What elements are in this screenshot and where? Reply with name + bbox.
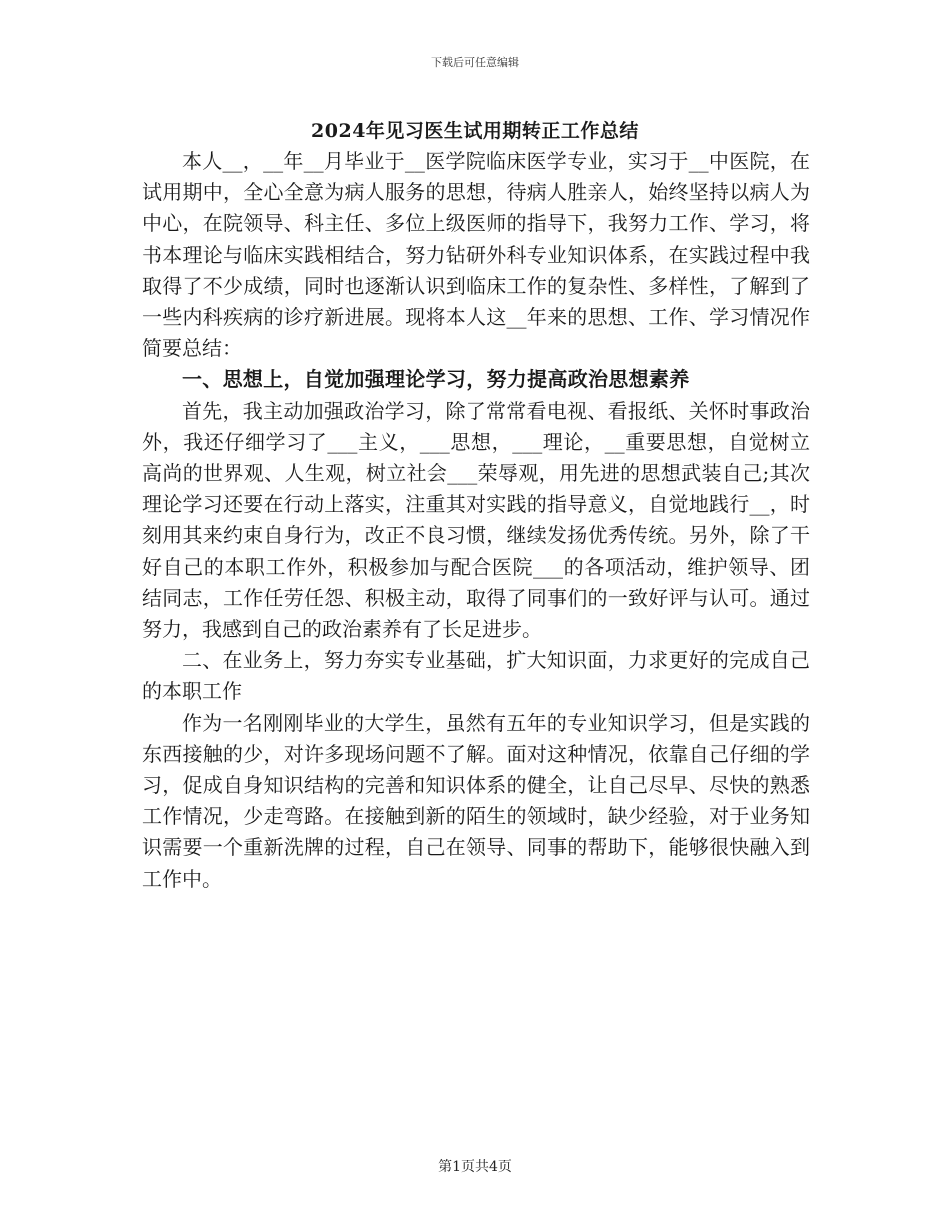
- section-heading-thought: 一、思想上，自觉加强理论学习，努力提高政治思想素养: [182, 367, 690, 392]
- document-title: 2024年见习医生试用期转正工作总结: [311, 120, 639, 142]
- business-paragraph: 作为一名刚刚毕业的大学生，虽然有五年的专业知识学习，但是实践的东西接触的少，对许多现场问题不了解。面对这种情况，依靠自己仔细的学习，促成自身知识结构的完善和知识体系的健全，让自己尽早、尽快的熟悉工作情况，少走弯路。在接触到新的陌生的领域时，缺少经验，对于业务知识需要一个重新洗牌的过程，自己在领导、同事的帮助下，能够很快融入到工作中。: [142, 710, 810, 891]
- header-note: 下载后可任意编辑: [431, 56, 519, 69]
- section-heading-business: 二、在业务上，努力夯实专业基础，扩大知识面，力求更好的完成自己的本职工作: [142, 648, 810, 704]
- thought-paragraph: 首先，我主动加强政治学习，除了常常看电视、看报纸、关怀时事政治外，我还仔细学习了___主义，___思想，___理论，__重要思想，自觉树立高尚的世界观、人生观，树立社会___荣辱观，用先进的思想武装自己;其次理论学习还要在行动上落实，注重其对实践的指导意义，自觉地践行__，时刻用其来约束自身行为，改正不良习惯，继续发扬优秀传统。另外，除了干好自己的本职工作外，积极参加与配合医院___的各项活动，维护领导、团结同志，工作任劳任怨、积极主动，取得了同事们的一致好评与认可。通过努力，我感到自己的政治素养有了长足进步。: [142, 398, 810, 642]
- intro-paragraph: 本人__，__年__月毕业于__医学院临床医学专业，实习于__中医院，在试用期中，全心全意为病人服务的思想，待病人胜亲人，始终坚持以病人为中心，在院领导、科主任、多位上级医师的指导下，我努力工作、学习，将书本理论与临床实践相结合，努力钻研外科专业知识体系，在实践过程中我取得了不少成绩，同时也逐渐认识到临床工作的复杂性、多样性，了解到了一些内科疾病的诊疗新进展。现将本人这__年来的思想、工作、学习情况作简要总结：: [142, 149, 810, 361]
- page-indicator: 第1页共4页: [438, 1159, 512, 1175]
- document-body: [142, 146, 810, 895]
